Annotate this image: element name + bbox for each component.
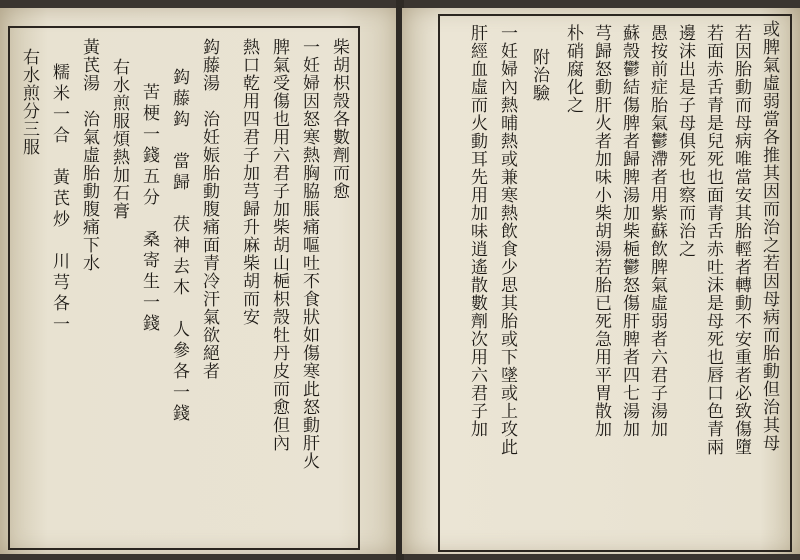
text-column: 右水煎分三服 [19,48,39,156]
text-column: 肝經血虛而火動耳先用加味逍遙散數劑次用六君子加 [467,24,487,438]
text-column: 柴胡枳殼各數劑而愈 [329,38,349,200]
text-column: 蘇殼鬱結傷脾者歸脾湯加柴梔鬱怒傷肝脾者四七湯加 [619,24,639,438]
section-heading: 附治驗 [529,48,549,102]
text-column: 一妊婦因怒寒熱胸脇脹痛嘔吐不食狀如傷寒此怒動肝火 [299,38,319,470]
text-column: 愚按前症胎氣鬱滯者用紫蘇飲脾氣虛弱者六君子湯加 [647,24,667,438]
ingredient-column: 鈎藤鈎 當歸 茯神去木 人參各一錢 [169,68,189,425]
ingredient-column: 糯米一合 黃芪炒 川芎各一 [49,63,69,336]
text-column: 脾氣受傷也用六君子加柴胡山梔枳殼牡丹皮而愈但內 [269,38,289,452]
ingredient-column: 苦梗一錢五分 桑寄生一錢 [139,83,159,335]
text-column: 芎歸怒動肝火者加味小柴胡湯若胎已死急用平胃散加 [591,24,611,438]
left-page [0,8,398,554]
text-column: 右水煎服煩熱加石膏 [109,58,129,220]
right-page [402,8,800,554]
text-column: 邊沫出是子母俱死也察而治之 [675,24,695,258]
text-column: 鈎藤湯 治妊娠胎動腹痛面青冷汗氣欲絕者 [199,38,219,380]
text-column: 或脾氣虛弱當各推其因而治之若因母病而胎動但治其母 [759,20,779,452]
text-column: 黃芪湯 治氣虛胎動腹痛下水 [79,38,99,272]
text-column: 熱口乾用四君子加芎歸升麻柴胡而安 [239,38,259,326]
text-column: 朴硝腐化之 [563,24,583,114]
text-column: 一妊婦內熱晡熱或兼寒熱飲食少思其胎或下墜或上攻此 [497,24,517,456]
text-column: 若面赤舌青是兒死也面青舌赤吐沫是母死也唇口色青兩 [703,24,723,456]
text-column: 若因胎動而母病唯當安其胎輕者轉動不安重者必致傷墮 [731,24,751,456]
